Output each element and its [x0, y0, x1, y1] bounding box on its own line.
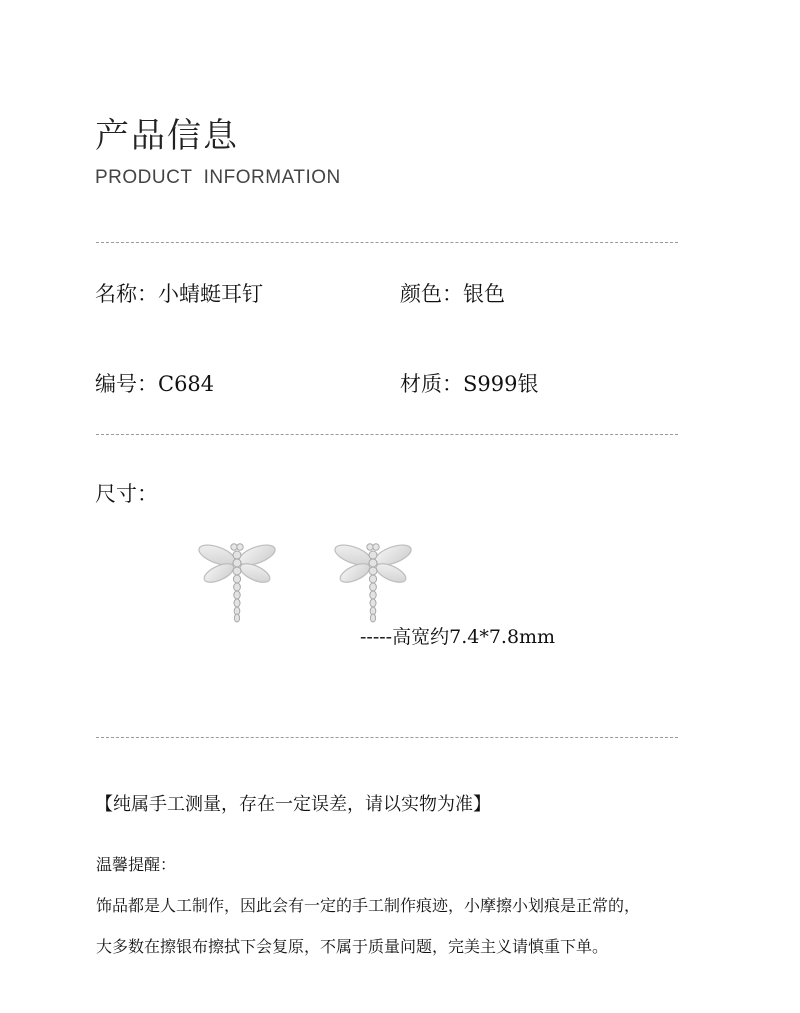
size-label: 尺寸：	[95, 482, 158, 506]
page-subtitle: PRODUCT INFORMATION	[95, 167, 341, 188]
page-title: 产品信息	[95, 116, 239, 156]
dragonfly-earring-image-left	[197, 538, 277, 628]
product-code: 编号：C684	[95, 372, 215, 396]
tip-line-2: 大多数在擦银布擦拭下会复原，不属于质量问题，完美主义请慎重下单。	[96, 937, 609, 956]
size-dimension: -----高宽约7.4*7.8mm	[360, 626, 556, 648]
tip-line-1: 饰品都是人工制作，因此会有一定的手工制作痕迹，小摩擦小划痕是正常的，	[96, 896, 641, 915]
product-material: 材质：S999银	[400, 372, 539, 396]
divider-top	[96, 242, 678, 243]
product-name: 名称：小蜻蜓耳钉	[95, 282, 263, 306]
measurement-note: 【纯属手工测量，存在一定误差，请以实物为准】	[95, 794, 491, 815]
divider-middle	[96, 434, 678, 435]
tip-title: 温馨提醒：	[96, 855, 177, 874]
dragonfly-earring-image-right	[333, 538, 413, 628]
product-color: 颜色：银色	[400, 282, 505, 306]
divider-bottom	[96, 737, 678, 738]
